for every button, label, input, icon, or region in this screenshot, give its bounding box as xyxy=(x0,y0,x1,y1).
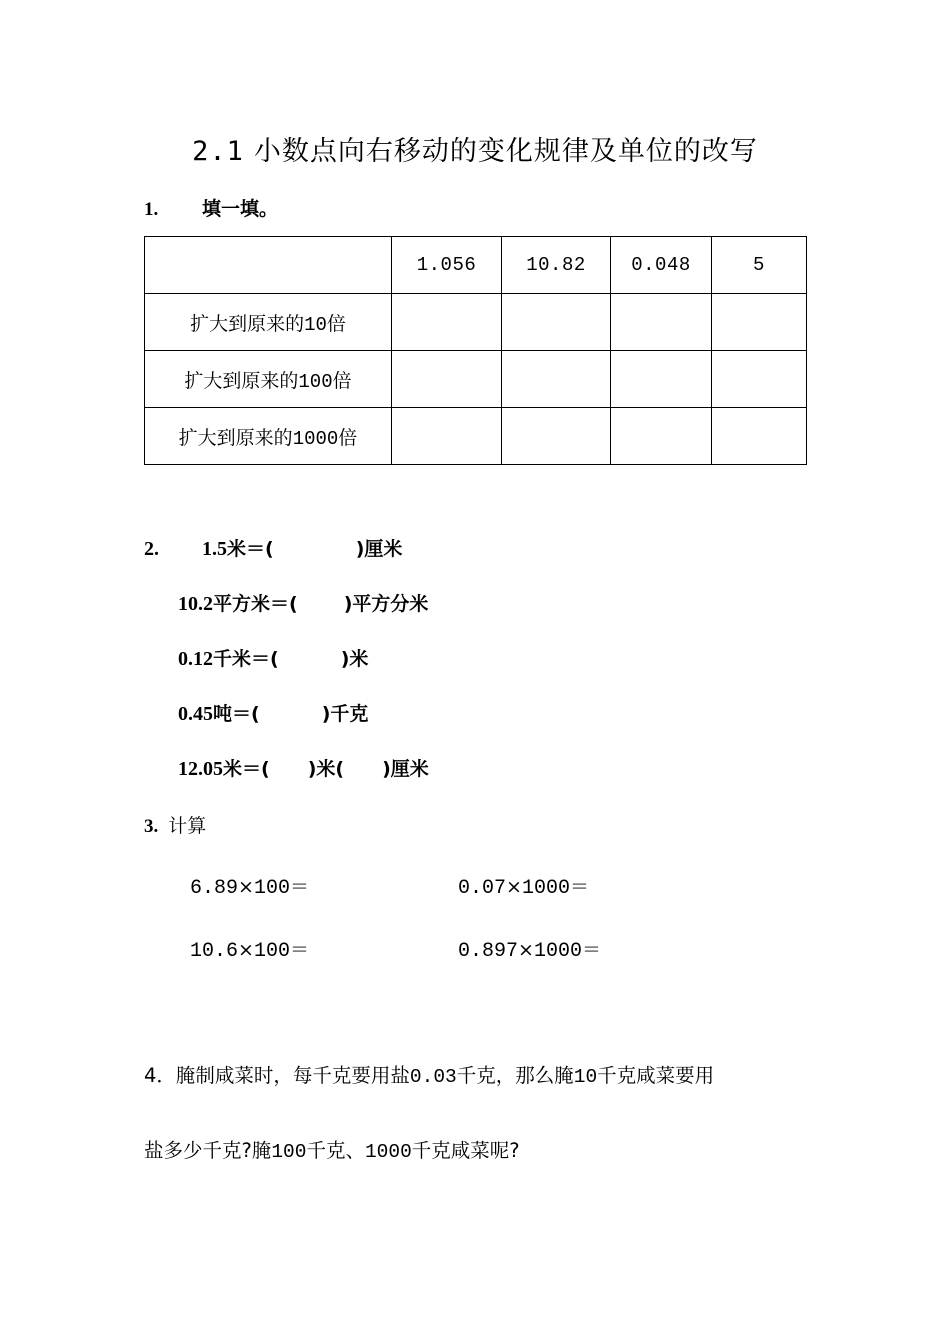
table-header-cell xyxy=(145,237,392,294)
calc-operand: 1000 xyxy=(533,940,582,963)
table-header-cell: 5 xyxy=(712,237,807,294)
conversion-unit: 千米＝( xyxy=(213,648,279,670)
row-label-text: 扩大到原来的 xyxy=(184,369,299,392)
conversion-target-unit: )厘米 xyxy=(355,538,403,560)
question-4-text: 千克咸菜呢? xyxy=(411,1139,520,1162)
row-label xyxy=(145,294,392,351)
question-1-number: 1. xyxy=(144,199,159,220)
question-4-number: 10 xyxy=(573,1066,598,1088)
row-label-suffix: 倍 xyxy=(326,312,346,335)
row-label xyxy=(145,351,392,408)
conversion-target-unit: )平方分米 xyxy=(343,593,429,615)
conversion-value: 1.5 xyxy=(202,538,227,560)
calc-operand: 100 xyxy=(253,877,290,900)
calc-expression xyxy=(190,873,309,903)
question-1-heading xyxy=(144,196,278,223)
times-sign: × xyxy=(238,876,254,898)
conversion-target-unit: )厘米 xyxy=(382,758,429,780)
calc-operand: 100 xyxy=(253,940,290,963)
equals-sign: ＝ xyxy=(289,939,309,961)
question-4-text: 4．腌制咸菜时，每千克要用盐 xyxy=(144,1064,410,1087)
question-4-number: 0.03 xyxy=(409,1066,457,1088)
question-4-number: 100 xyxy=(271,1141,307,1163)
calc-operand: 6.89 xyxy=(190,877,239,900)
table-header-row xyxy=(145,237,807,294)
conversion-value: 12.05 xyxy=(178,758,223,780)
question-1-text: 填一填。 xyxy=(202,198,279,220)
conversion-value: 10.2 xyxy=(178,593,213,615)
equals-sign: ＝ xyxy=(289,876,309,898)
calc-expression xyxy=(190,936,309,966)
question-3-number: 3. xyxy=(144,816,159,837)
conversion-target-unit: )米 xyxy=(340,648,369,670)
times-sign: × xyxy=(506,876,522,898)
equals-sign: ＝ xyxy=(569,876,589,898)
row-label xyxy=(145,408,392,465)
question-4-line-1 xyxy=(144,1061,714,1092)
title-text: 小数点向右移动的变化规律及单位的改写 xyxy=(253,136,758,167)
conversion-unit: 米＝( xyxy=(223,758,270,780)
page-title xyxy=(0,132,950,172)
question-4-line-2 xyxy=(144,1136,520,1167)
conversion-unit: 平方米＝( xyxy=(213,593,298,615)
answer-cell[interactable] xyxy=(712,294,807,351)
conversion-middle-unit: )米( xyxy=(307,758,345,780)
answer-cell[interactable] xyxy=(611,294,712,351)
calc-operand: 0.897 xyxy=(458,940,519,963)
row-label-number: 1000 xyxy=(292,427,339,450)
answer-cell[interactable] xyxy=(611,351,712,408)
question-2-line-2 xyxy=(178,590,428,618)
row-label-suffix: 倍 xyxy=(338,426,358,449)
times-sign: × xyxy=(518,939,534,961)
times-sign: × xyxy=(238,939,254,961)
question-3-text: 计算 xyxy=(168,815,207,837)
title-number: 2.1 xyxy=(192,136,244,167)
answer-cell[interactable] xyxy=(392,408,502,465)
fill-in-table xyxy=(144,236,807,465)
question-4-text: 千克、 xyxy=(306,1139,365,1162)
conversion-target-unit: )千克 xyxy=(321,703,369,725)
conversion-unit: 米＝( xyxy=(227,538,274,560)
answer-cell[interactable] xyxy=(392,294,502,351)
conversion-value: 0.12 xyxy=(178,648,213,670)
table-row xyxy=(145,351,807,408)
equals-sign: ＝ xyxy=(581,939,601,961)
conversion-value: 0.45 xyxy=(178,703,213,725)
row-label-number: 100 xyxy=(298,370,333,393)
calc-operand: 1000 xyxy=(521,877,570,900)
row-label-text: 扩大到原来的 xyxy=(190,312,305,335)
table-header-cell: 1.056 xyxy=(392,237,502,294)
answer-cell[interactable] xyxy=(611,408,712,465)
calc-operand: 10.6 xyxy=(190,940,239,963)
question-2-line-5 xyxy=(178,755,429,783)
question-3-heading xyxy=(144,812,206,841)
table-row xyxy=(145,408,807,465)
calc-expression xyxy=(458,936,601,966)
question-4-text: 千克，那么腌 xyxy=(456,1064,574,1087)
table-header-cell: 0.048 xyxy=(611,237,712,294)
table-header-cell: 10.82 xyxy=(502,237,611,294)
answer-cell[interactable] xyxy=(392,351,502,408)
row-label-number: 10 xyxy=(304,313,327,336)
answer-cell[interactable] xyxy=(712,351,807,408)
question-4-text: 千克咸菜要用 xyxy=(597,1064,715,1087)
answer-cell[interactable] xyxy=(502,294,611,351)
question-4-number: 1000 xyxy=(364,1141,412,1163)
question-2-line-1 xyxy=(144,535,402,563)
row-label-text: 扩大到原来的 xyxy=(178,426,293,449)
question-2-number: 2. xyxy=(144,538,159,560)
table-row xyxy=(145,294,807,351)
answer-cell[interactable] xyxy=(502,408,611,465)
calc-expression xyxy=(458,873,589,903)
question-4-text: 盐多少千克?腌 xyxy=(144,1139,272,1162)
question-2-line-4 xyxy=(178,700,368,728)
question-2-line-3 xyxy=(178,645,368,673)
conversion-unit: 吨＝( xyxy=(213,703,260,725)
answer-cell[interactable] xyxy=(502,351,611,408)
row-label-suffix: 倍 xyxy=(332,369,352,392)
answer-cell[interactable] xyxy=(712,408,807,465)
calc-operand: 0.07 xyxy=(458,877,507,900)
